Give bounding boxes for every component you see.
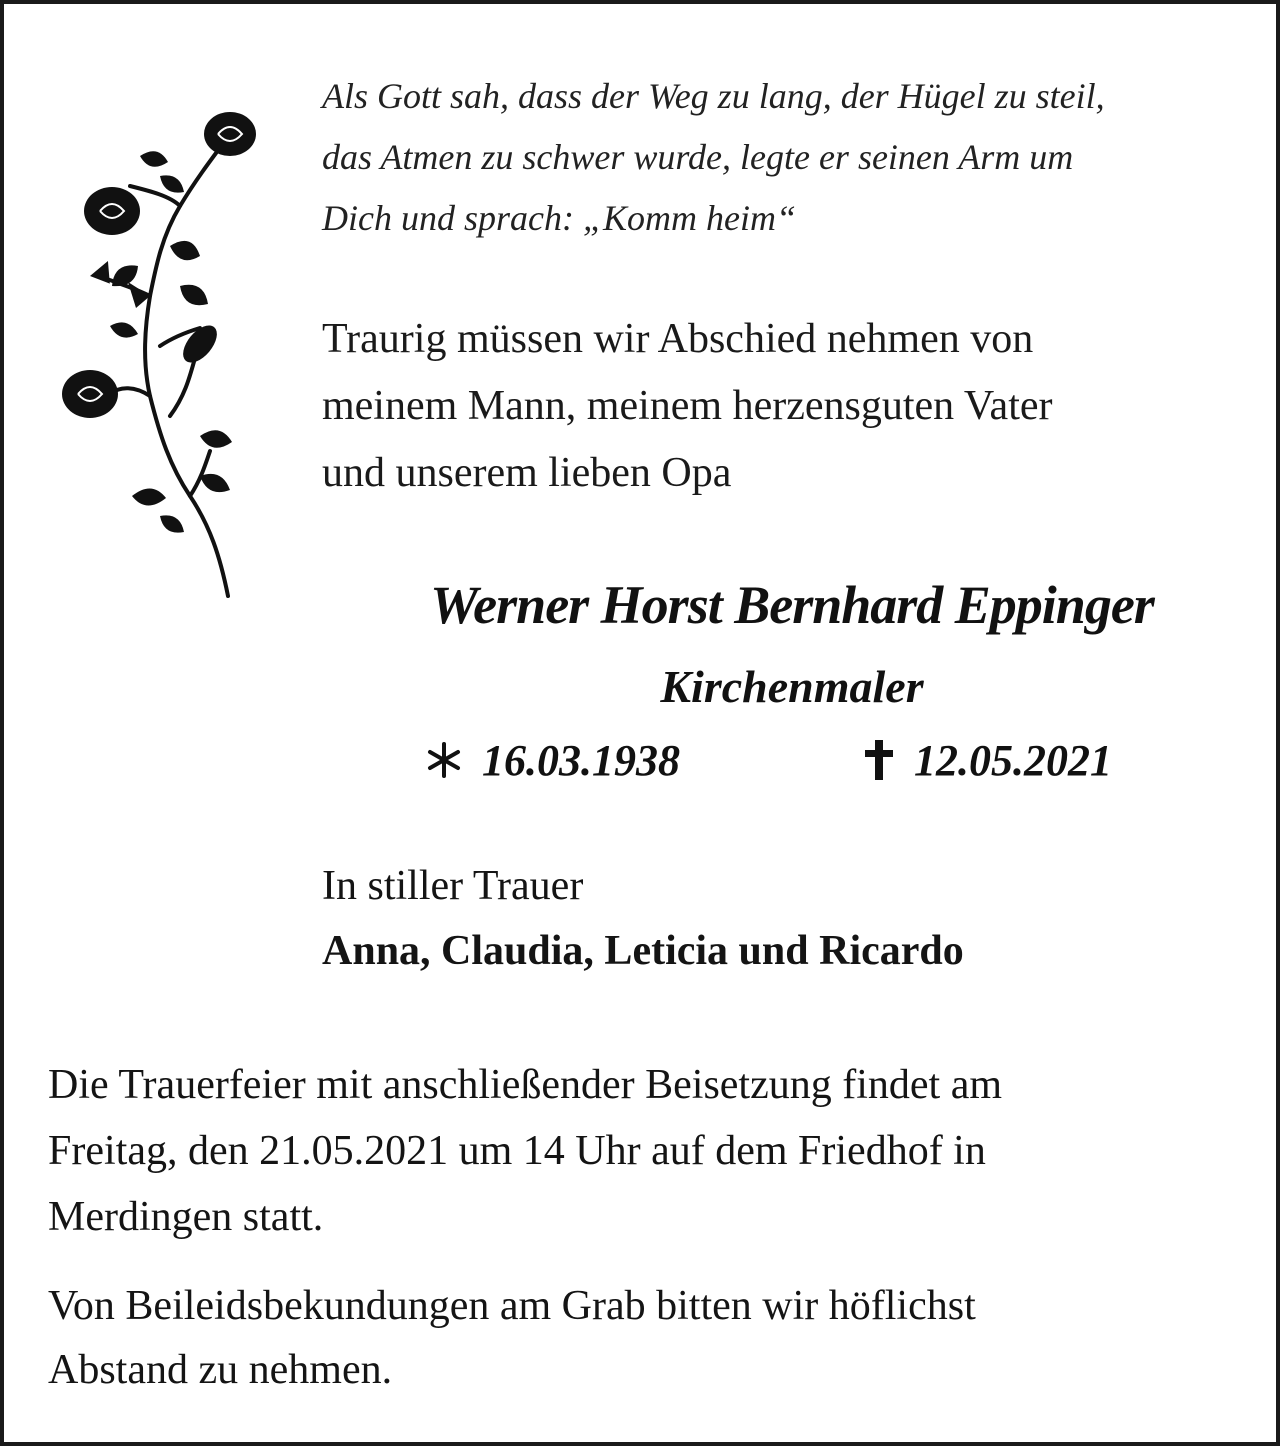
asterisk-birth-icon xyxy=(424,740,464,780)
birth-date-group xyxy=(424,730,680,790)
death-date: 12.05.2021 xyxy=(914,735,1112,785)
funeral-line: Freitag, den 21.05.2021 um 14 Uhr auf dem Friedhof in xyxy=(48,1128,986,1174)
poem-line: Als Gott sah, dass der Weg zu lang, der Hügel zu steil, xyxy=(322,76,1105,116)
condolence-line: Abstand zu nehmen. xyxy=(48,1347,393,1393)
mourners-names: Anna, Claudia, Leticia und Ricardo xyxy=(322,928,964,974)
funeral-notice xyxy=(48,1052,1248,1250)
poem-quote xyxy=(322,66,1272,249)
deceased-name: Werner Horst Bernhard Eppinger xyxy=(430,575,1154,635)
farewell-intro xyxy=(322,306,1272,507)
condolence-notice xyxy=(48,1274,1248,1402)
rose-branch-icon xyxy=(50,96,270,606)
death-date-group xyxy=(862,730,1112,790)
condolence-line: Von Beileidsbekundungen am Grab bitten wir höflichst xyxy=(48,1283,976,1329)
poem-line: Dich und sprach: „Komm heim“ xyxy=(322,198,796,238)
funeral-line: Die Trauerfeier mit anschließender Beisetzung findet am xyxy=(48,1062,1003,1108)
mourning-phrase: In stiller Trauer xyxy=(322,863,584,909)
mourning-block xyxy=(322,854,1272,984)
intro-line: und unserem lieben Opa xyxy=(322,450,732,496)
birth-date: 16.03.1938 xyxy=(482,735,680,785)
intro-line: meinem Mann, meinem herzensguten Vater xyxy=(322,383,1053,429)
poem-line: das Atmen zu schwer wurde, legte er seinen Arm um xyxy=(322,137,1074,177)
funeral-line: Merdingen statt. xyxy=(48,1194,324,1240)
deceased-profession: Kirchenmaler xyxy=(660,661,924,712)
intro-line: Traurig müssen wir Abschied nehmen von xyxy=(322,316,1034,362)
cross-death-icon xyxy=(862,738,896,782)
